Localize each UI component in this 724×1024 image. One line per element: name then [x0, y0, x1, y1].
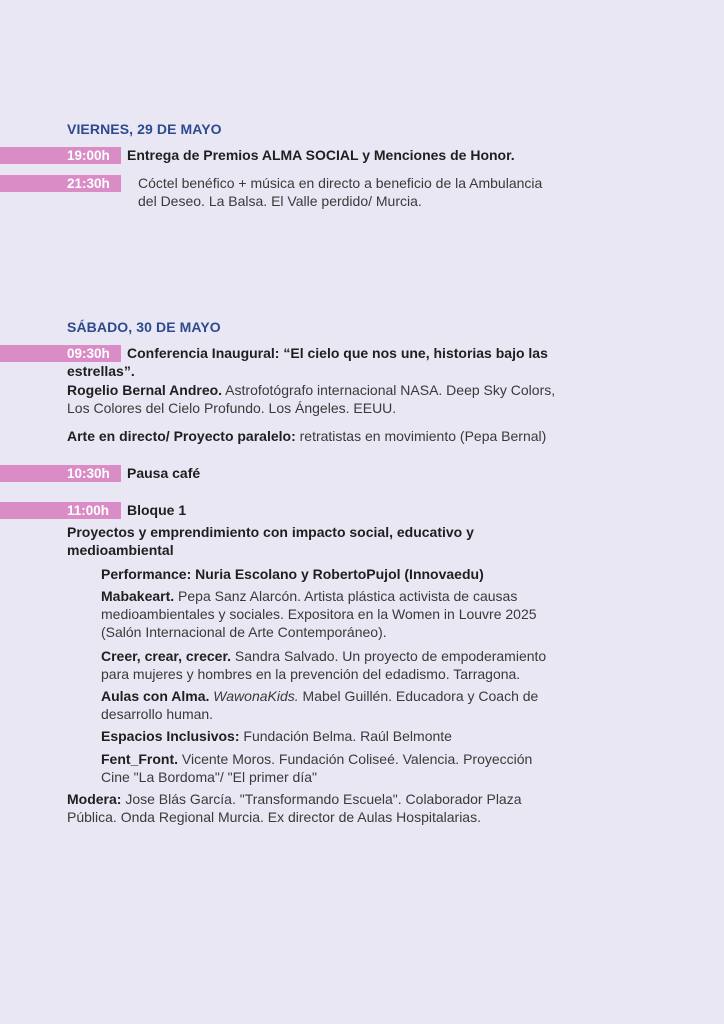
block-item-label: Espacios Inclusivos:: [101, 728, 240, 744]
block-item-text: Vicente Moros. Fundación Coliseé. Valencia. Proyección: [178, 751, 533, 767]
moderator-text: Pública. Onda Regional Murcia. Ex director de Aulas Hospitalarias.: [67, 809, 481, 825]
block-item-text: medioambientales y sociales. Expositora en la Women in Louvre 2025: [101, 606, 537, 622]
block-item: [101, 688, 538, 705]
block-subtitle: medioambiental: [67, 542, 174, 558]
moderator-text: Jose Blás García. "Transformando Escuela". Colaborador Plaza: [121, 791, 522, 807]
block-item-label: Mabakeart.: [101, 588, 175, 604]
block-item-text: Sandra Salvado. Un proyecto de empoderamiento: [231, 648, 547, 664]
moderator-info: [67, 791, 522, 808]
block-item-label: Performance: Nuria Escolano y RobertoPujol (Innovaedu): [101, 566, 484, 582]
block-item: [101, 728, 452, 745]
art-desc: retratistas en movimiento (Pepa Bernal): [295, 428, 547, 444]
time-label: 10:30h: [67, 466, 110, 481]
block-item-text: (Salón Internacional de Arte Contemporáneo).: [101, 624, 387, 640]
block-item-text: Pepa Sanz Alarcón. Artista plástica activista de causas: [174, 588, 518, 604]
block-item: [101, 751, 532, 768]
block-title: Bloque 1: [127, 502, 187, 518]
block-subtitle: Proyectos y emprendimiento con impacto social, educativo y: [67, 524, 474, 540]
block-item-italic: WawonaKids.: [209, 688, 299, 704]
event-title: Entrega de Premios ALMA SOCIAL y Menciones de Honor.: [127, 147, 515, 163]
speaker-info: [67, 382, 555, 399]
block-item-label: Creer, crear, crecer.: [101, 648, 232, 664]
event-text: del Deseo. La Balsa. El Valle perdido/ Murcia.: [138, 193, 422, 209]
speaker-desc: Astrofotógrafo internacional NASA. Deep Sky Colors,: [222, 382, 556, 398]
speaker-desc: Los Colores del Cielo Profundo. Los Ángeles. EEUU.: [67, 400, 397, 416]
time-label: 09:30h: [67, 346, 110, 361]
moderator-label: Modera:: [67, 791, 122, 807]
art-info: [67, 428, 546, 445]
event-text: Cóctel benéfico + música en directo a beneficio de la Ambulancia: [138, 175, 543, 191]
block-item-text: Mabel Guillén. Educadora y Coach de: [298, 688, 539, 704]
conference-title: Conferencia Inaugural: “El cielo que nos une, historias bajo las: [127, 345, 548, 361]
speaker-name: Rogelio Bernal Andreo.: [67, 382, 223, 398]
art-label: Arte en directo/ Proyecto paralelo:: [67, 428, 296, 444]
block-item-label: Aulas con Alma.: [101, 688, 210, 704]
time-label: 11:00h: [67, 503, 110, 518]
time-label: 19:00h: [67, 148, 110, 163]
block-item: [101, 648, 546, 665]
time-label: 21:30h: [67, 176, 110, 191]
block-item-label: Fent_Front.: [101, 751, 178, 767]
friday-date-heading: VIERNES, 29 DE MAYO: [67, 121, 222, 137]
block-item-text: Fundación Belma. Raúl Belmonte: [239, 728, 452, 744]
block-item: [101, 588, 517, 605]
conference-title: estrellas”.: [67, 363, 135, 379]
pause-title: Pausa café: [127, 465, 201, 481]
block-item-text: Cine "La Bordoma"/ "El primer día": [101, 769, 317, 785]
block-item-text: desarrollo human.: [101, 706, 214, 722]
block-item-text: para mujeres y hombres en la prevención del edadismo. Tarragona.: [101, 666, 521, 682]
saturday-date-heading: SÁBADO, 30 DE MAYO: [67, 319, 221, 335]
